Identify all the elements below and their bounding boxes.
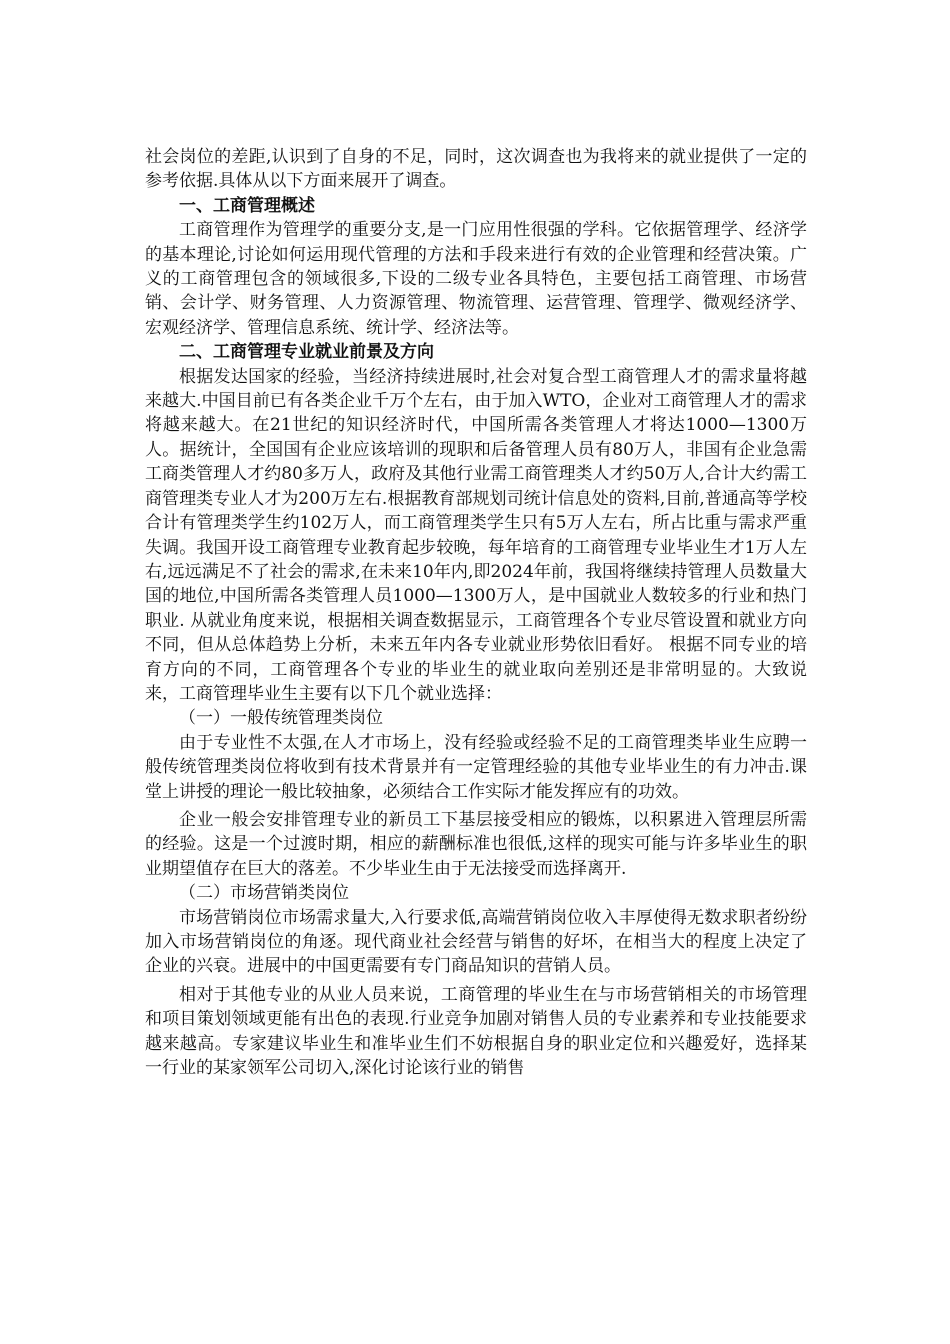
traditional-paragraph-1: 由于专业性不太强,在人才市场上，没有经验或经验不足的工商管理类毕业生应聘一般传统管理类岗位将收到有技术背景并有一定管理经验的其他专业毕业生的有力冲击.课堂上讲授的理论一般比较抽象，必须结合工作实际才能发挥应有的功效。 (145, 732, 807, 802)
intro-continuation: 社会岗位的差距,认识到了自身的不足，同时，这次调查也为我将来的就业提供了一定的参考依据.具体从以下方面来展开了调查。 (145, 147, 807, 192)
marketing-paragraph-1: 市场营销岗位市场需求量大,入行要求低,高端营销岗位收入丰厚使得无数求职者纷纷加入市场营销岗位的角逐。现代商业社会经营与销售的好坏，在相当大的程度上决定了企业的兴衰。进展中的中国更需要有专门商品知识的营销人员。 (145, 907, 807, 977)
overview-paragraph: 工商管理作为管理学的重要分支,是一门应用性很强的学科。它依据管理学、经济学的基本理论,讨论如何运用现代管理的方法和手段来进行有效的企业管理和经营决策。广义的工商管理包含的领域很多,下设的二级专业各具特色，主要包括工商管理、市场营销、会计学、财务管理、人力资源管理、物流管理、运营管理、管理学、微观经济学、宏观经济学、管理信息系统、统计学、经济法等。 (145, 220, 807, 338)
section-heading-overview: 一、工商管理概述 (179, 195, 315, 216)
subsection-heading-marketing: （二）市场营销类岗位 (179, 883, 349, 904)
subsection-heading-traditional: （一）一般传统管理类岗位 (179, 708, 383, 729)
traditional-paragraph-2: 企业一般会安排管理专业的新员工下基层接受相应的锻炼，以积累进入管理层所需的经验。这是一个过渡时期，相应的薪酬标准也很低,这样的现实可能与许多毕业生的职业期望值存在巨大的落差。不少毕业生由于无法接受而选择离开. (145, 809, 807, 879)
prospects-paragraph: 根据发达国家的经验，当经济持续进展时,社会对复合型工商管理人才的需求量将越来越大.中国目前已有各类企业千万个左右，由于加入WTO，企业对工商管理人才的需求将越来越大。在21世纪的知识经济时代，中国所需各类管理人才将达1000—1300万人。据统计，全国国有企业应该培训的现职和后备管理人员有80万人，非国有企业急需工商类管理人才约80多万人，政府及其他行业需工商管理类人才约50万人,合计大约需工商管理类专业人才为200万左右.根据教育部规划司统计信息处的资料,目前,普通高等学校合计有管理类学生约102万人，而工商管理类学生只有5万人左右，所占比重与需求严重失调。我国开设工商管理专业教育起步较晚，每年培育的工商管理专业毕业生才1万人左右,远远满足不了社会的需求,在未来10年内,即2024年前，我国将继续持管理人员数量大国的地位,中国所需各类管理人员1000—1300万人，是中国就业人数较多的行业和热门职业. 从就业角度来说，根据相关调查数据显示，工商管理各个专业尽管设置和就业方向不同，但从总体趋势上分析，未来五年内各专业就业形势依旧看好。 根据不同专业的培育方向的不同，工商管理各个专业的毕业生的就业取向差别还是非常明显的。大致说来，工商管理毕业生主要有以下几个就业选择： (145, 366, 807, 704)
section-heading-prospects: 二、工商管理专业就业前景及方向 (179, 342, 434, 363)
document-page (145, 145, 807, 1080)
marketing-paragraph-2: 相对于其他专业的从业人员来说，工商管理的毕业生在与市场营销相关的市场管理和项目策划领域更能有出色的表现.行业竞争加剧对销售人员的专业素养和专业技能要求越来越高。专家建议毕业生和准毕业生们不妨根据自身的职业定位和兴趣爱好，选择某一行业的某家领军公司切入,深化讨论该行业的销售 (145, 984, 807, 1079)
